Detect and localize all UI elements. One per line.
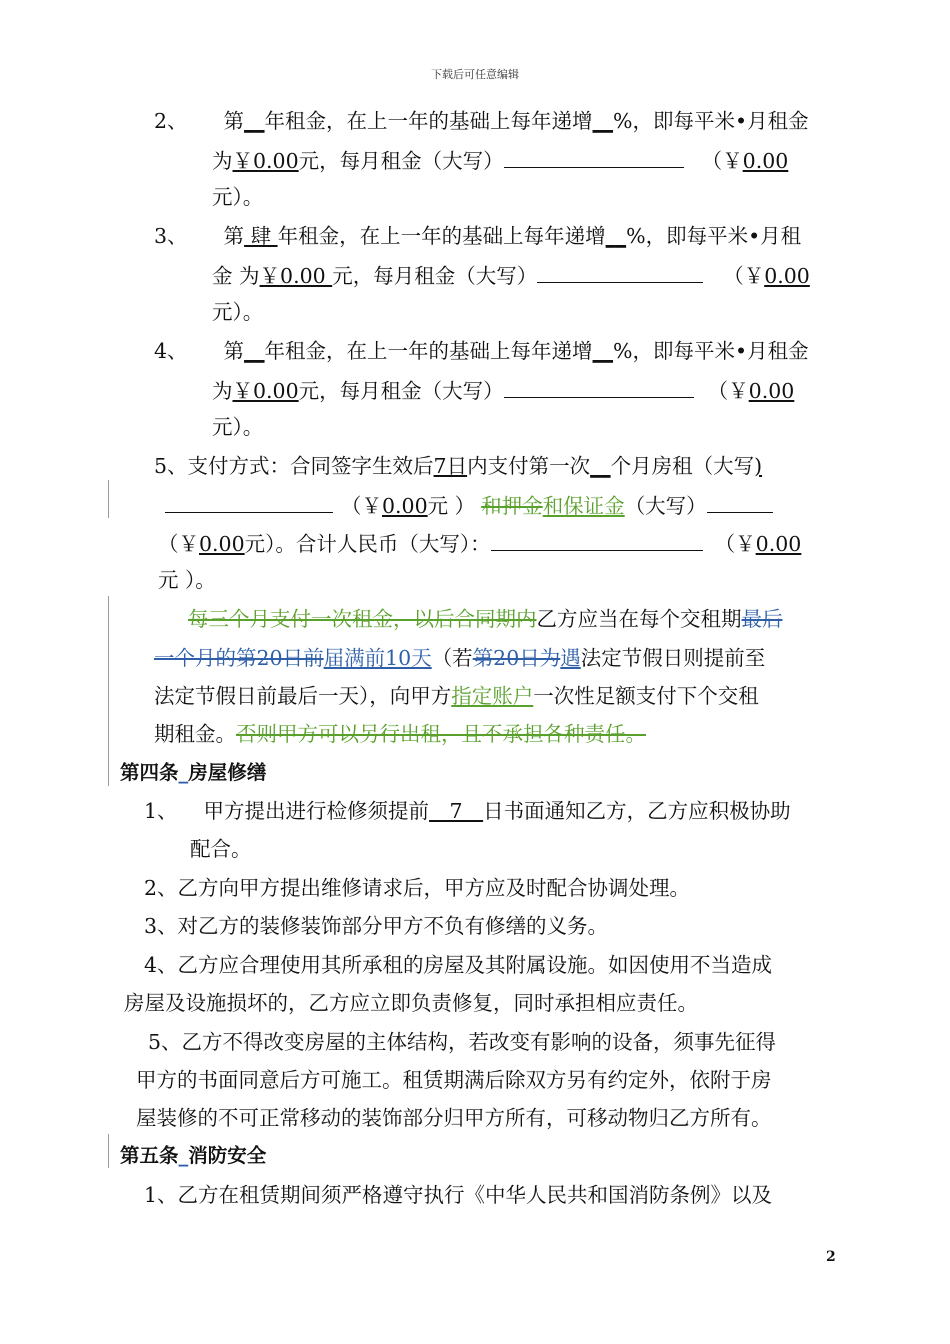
deleted-text: 每三个月支付一次租金，以后合同期内	[188, 607, 537, 631]
rent-item-4-line1: 4、 第__年租金，在上一年的基础上每年递增__%，即每平米•月租金	[154, 339, 809, 363]
amount-words-blank[interactable]	[504, 375, 694, 398]
unit-price[interactable]: ￥0.00	[259, 264, 333, 288]
first-rent-words-blank[interactable]	[165, 490, 333, 513]
rent-item-4-line3: 元）。	[212, 415, 264, 439]
deleted-text: 最后	[741, 607, 783, 631]
total-words-blank[interactable]	[491, 528, 703, 551]
unit-price[interactable]: ￥0.00	[232, 379, 299, 403]
monthly-rent[interactable]: 0.00	[742, 149, 789, 173]
monthly-rent[interactable]: 0.00	[748, 379, 795, 403]
year-blank[interactable]: __	[244, 109, 265, 133]
deposit-amount[interactable]: 0.00	[199, 532, 245, 556]
rent-item-4-line2: 为￥0.00元，每月租金（大写） （￥0.00	[212, 375, 794, 405]
repair-item-1-line1: 1、 甲方提出进行检修须提前 7 日书面通知乙方，乙方应积极协助	[144, 799, 791, 823]
rent-item-2-line2: 为￥0.00元，每月租金（大写） （￥0.00	[212, 145, 788, 175]
payment-method-line1: 5、支付方式：合同签字生效后7日内支付第一次__个月房租（大写)	[154, 454, 763, 478]
deleted-text: 第20日为	[472, 646, 561, 670]
deleted-text: 否则甲方可以另行出租，且不承担各种责任。	[236, 722, 646, 746]
rent-item-2-line1: 2、 第__年租金，在上一年的基础上每年递增__%，即每平米•月租金	[154, 109, 809, 133]
payment-schedule-line3: 法定节假日前最后一天），向甲方指定账户一次性足额支付下个交租	[154, 684, 759, 708]
payment-days[interactable]: 7日	[433, 454, 468, 478]
payment-method-line3: （￥0.00元）。合计人民币（大写）： （￥0.00	[158, 528, 801, 558]
months-blank[interactable]: __	[590, 454, 611, 478]
percent-blank[interactable]: __	[605, 224, 627, 248]
year-blank[interactable]: __	[244, 339, 265, 363]
amount-words-blank[interactable]	[537, 260, 703, 283]
inserted-text: 指定账户	[451, 684, 534, 708]
inserted-text: 届满前10天	[323, 646, 432, 670]
rent-item-3-line2: 金 为￥0.00 元，每月租金（大写） （￥0.00	[212, 260, 810, 290]
rent-item-2-line3: 元）。	[212, 185, 264, 209]
article-5-heading: 第五条_消防安全	[120, 1144, 267, 1167]
inserted-guarantee: 和保证金	[542, 494, 625, 518]
rent-item-3-line1: 3、 第 肆 年租金，在上一年的基础上每年递增__%，即每平米•月租	[154, 224, 802, 248]
year-blank[interactable]: 肆	[244, 224, 278, 248]
percent-blank[interactable]: __	[592, 339, 614, 363]
page-header: 下载后可任意编辑	[431, 68, 519, 81]
percent-blank[interactable]: __	[592, 109, 614, 133]
payment-schedule-line1: 每三个月支付一次租金，以后合同期内乙方应当在每个交租期最后	[188, 607, 783, 631]
change-bar	[108, 1134, 109, 1168]
deposit-words-blank[interactable]	[707, 490, 773, 513]
payment-method-line4: 元 ）。	[158, 568, 216, 592]
article-4-heading: 第四条_房屋修缮	[120, 761, 267, 784]
rent-item-3-line3: 元）。	[212, 300, 264, 324]
payment-method-line2: （￥0.00元 ） 和押金和保证金（大写）	[165, 490, 773, 520]
repair-item-5-line3: 屋装修的不可正常移动的装饰部分归甲方所有，可移动物归乙方所有。	[136, 1106, 772, 1130]
repair-item-4-line2: 房屋及设施损坏的，乙方应立即负责修复，同时承担相应责任。	[124, 991, 698, 1015]
repair-item-5-line1: 5、乙方不得改变房屋的主体结构，若改变有影响的设备，须事先征得	[148, 1030, 777, 1054]
unit-price[interactable]: ￥0.00	[232, 149, 299, 173]
amount-words-blank[interactable]	[504, 145, 684, 168]
inserted-text: 遇	[560, 646, 581, 670]
notice-days[interactable]: 7	[429, 799, 484, 823]
change-bar	[108, 480, 109, 518]
total-amount[interactable]: 0.00	[755, 532, 802, 556]
repair-item-5-line2: 甲方的书面同意后方可施工。租赁期满后除双方另有约定外，依附于房	[136, 1068, 772, 1092]
repair-item-2: 2、乙方向甲方提出维修请求后，甲方应及时配合协调处理。	[144, 876, 691, 900]
deleted-deposit: 和押金	[481, 494, 543, 518]
payment-schedule-line4: 期租金。否则甲方可以另行出租，且不承担各种责任。	[154, 722, 646, 746]
repair-item-4-line1: 4、乙方应合理使用其所承租的房屋及其附属设施。如因使用不当造成	[144, 953, 773, 977]
fire-safety-item-1: 1、乙方在租赁期间须严格遵守执行《中华人民共和国消防条例》以及	[144, 1183, 773, 1207]
first-rent-amount[interactable]: 0.00	[382, 494, 428, 518]
deleted-text: 一个月的第20日前	[154, 646, 324, 670]
repair-item-1-line2: 配合。	[190, 837, 252, 861]
page-number: 2	[826, 1249, 836, 1265]
repair-item-3: 3、对乙方的装修装饰部分甲方不负有修缮的义务。	[144, 914, 609, 938]
monthly-rent[interactable]: 0.00	[764, 264, 810, 288]
change-bar	[108, 596, 109, 786]
payment-schedule-line2: 一个月的第20日前届满前10天（若第20日为遇法定节假日则提前至	[154, 646, 766, 670]
